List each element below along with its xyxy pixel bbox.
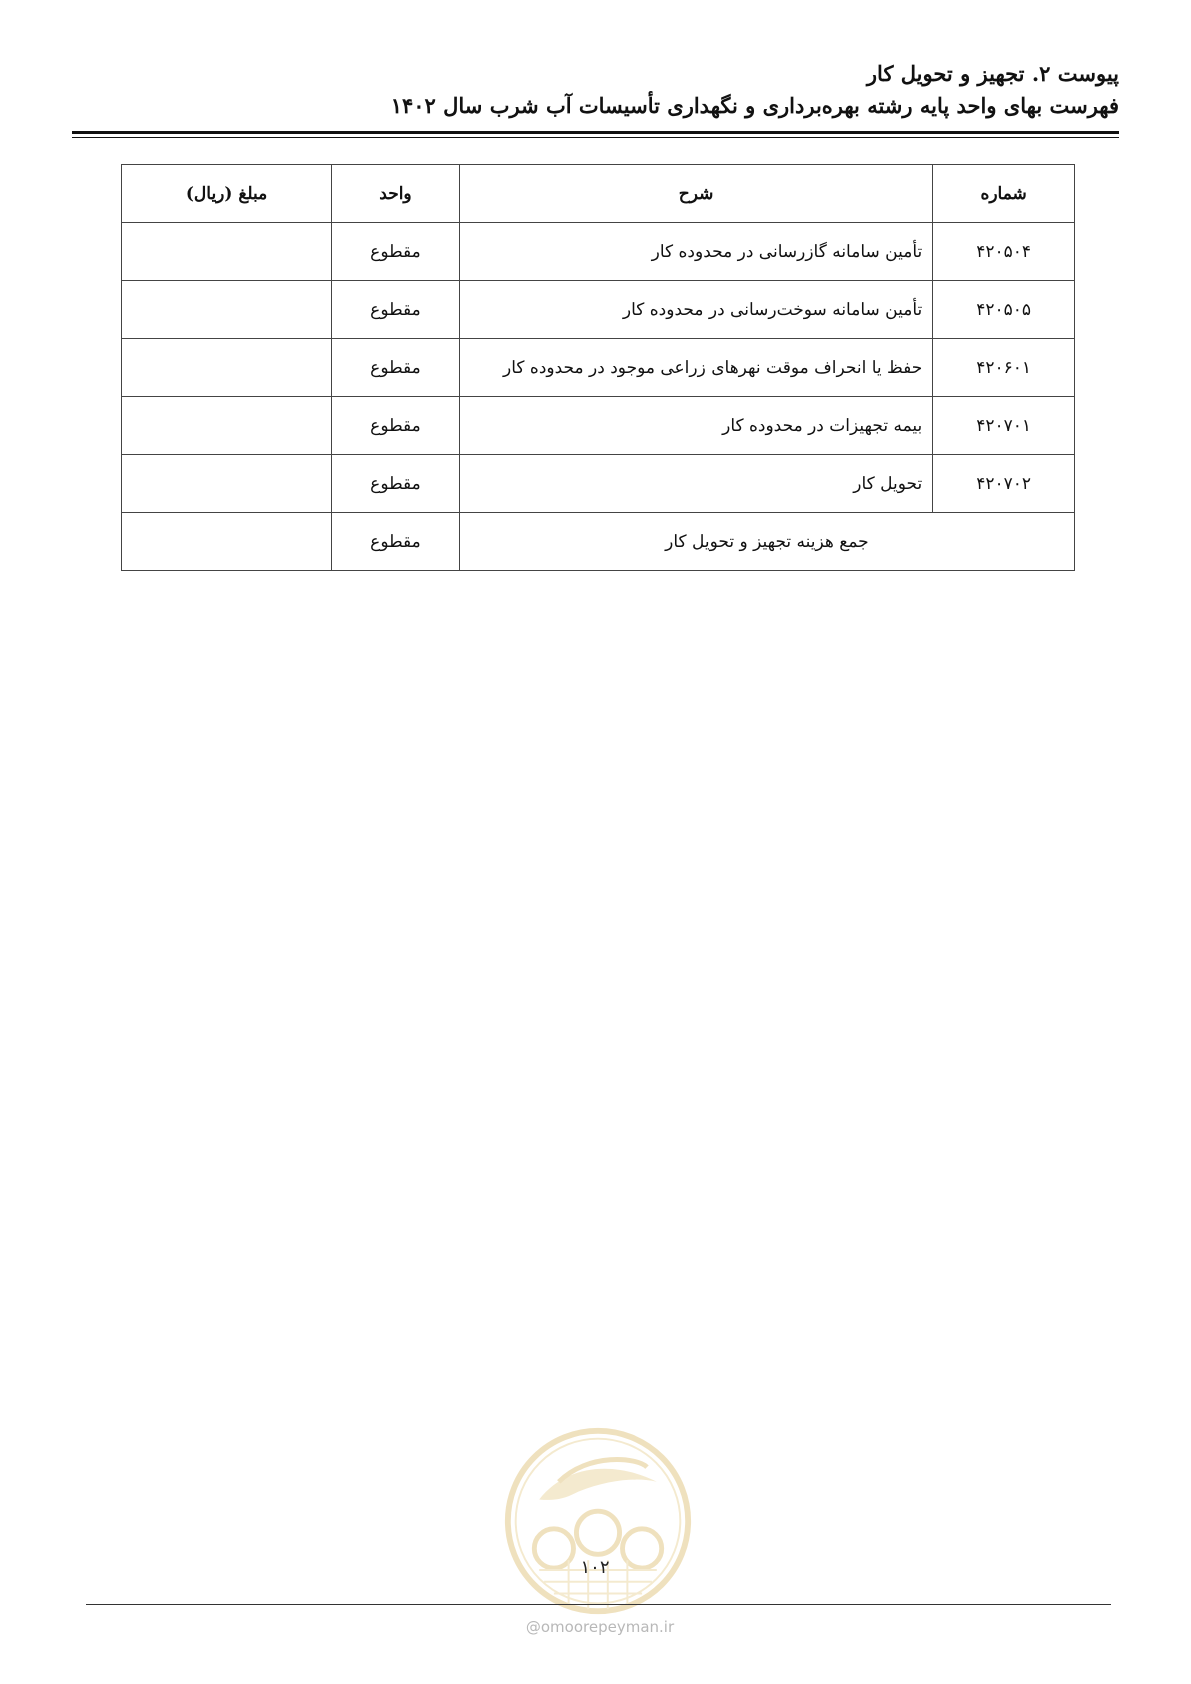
table-header-row (122, 165, 1075, 223)
column-header-description: شرح (459, 165, 932, 223)
row-description: تأمین سامانه گازرسانی در محدوده کار (459, 223, 932, 281)
page-number: ۱۰۲ (580, 1557, 610, 1578)
table-row (122, 223, 1075, 281)
total-description: جمع هزینه تجهیز و تحویل کار (459, 513, 1074, 571)
row-description: تأمین سامانه سوخت‌رسانی در محدوده کار (459, 281, 932, 339)
row-unit: مقطوع (332, 223, 460, 281)
row-unit: مقطوع (332, 281, 460, 339)
row-amount (122, 397, 332, 455)
table-row (122, 281, 1075, 339)
row-amount (122, 223, 332, 281)
document-title: فهرست بهای واحد پایه رشته بهره‌برداری و نگهداری تأسیسات آب شرب سال ۱۴۰۲ (390, 93, 1119, 118)
row-amount (122, 455, 332, 513)
items-table (121, 164, 1075, 571)
row-unit: مقطوع (332, 455, 460, 513)
total-amount (122, 513, 332, 571)
row-number: ۴۲۰۷۰۱ (933, 397, 1075, 455)
footer-url: @omoorepeyman.ir (525, 1618, 675, 1636)
column-header-amount: مبلغ (ریال) (122, 165, 332, 223)
table-row (122, 455, 1075, 513)
column-header-number: شماره (933, 165, 1075, 223)
header-rule-thin (72, 137, 1119, 138)
row-unit: مقطوع (332, 339, 460, 397)
column-header-unit: واحد (332, 165, 460, 223)
row-amount (122, 281, 332, 339)
table-row (122, 397, 1075, 455)
row-number: ۴۲۰۶۰۱ (933, 339, 1075, 397)
row-number: ۴۲۰۷۰۲ (933, 455, 1075, 513)
row-number: ۴۲۰۵۰۴ (933, 223, 1075, 281)
row-number: ۴۲۰۵۰۵ (933, 281, 1075, 339)
table-total-row (122, 513, 1075, 571)
footer-rule (86, 1604, 1111, 1605)
table-row (122, 339, 1075, 397)
row-amount (122, 339, 332, 397)
row-description: حفظ یا انحراف موقت نهرهای زراعی موجود در محدوده کار (459, 339, 932, 397)
total-unit: مقطوع (332, 513, 460, 571)
row-description: تحویل کار (459, 455, 932, 513)
row-description: بیمه تجهیزات در محدوده کار (459, 397, 932, 455)
page-header (72, 58, 1119, 122)
watermark-logo-icon (500, 1423, 696, 1619)
row-unit: مقطوع (332, 397, 460, 455)
appendix-title: پیوست ۲. تجهیز و تحویل کار (866, 61, 1119, 86)
header-rule-thick (72, 131, 1119, 134)
